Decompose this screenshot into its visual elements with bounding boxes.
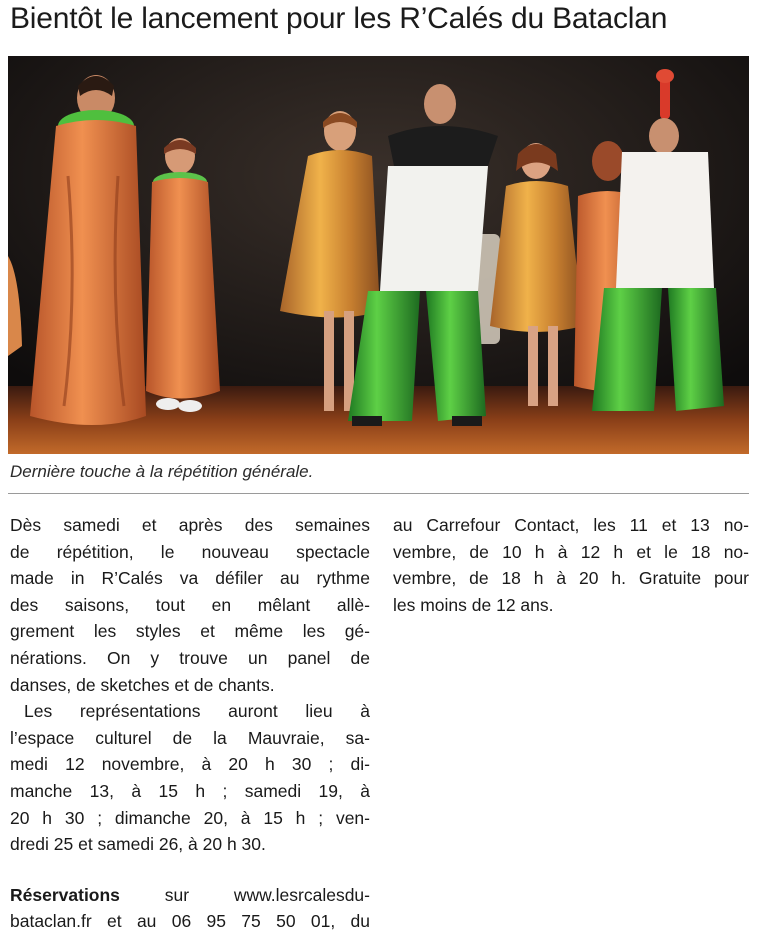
text-line: made in R’Calés va défiler au rythme [10,568,370,589]
paragraph-tickets [393,512,749,618]
text-line: manche 13, à 15 h ; samedi 19, à [10,780,370,801]
text-line: vembre, de 10 h à 12 h et le 18 no- [393,541,749,562]
text-line: Dès samedi et après des semaines [10,515,370,535]
text-line: medi 12 novembre, à 20 h 30 ; di- [10,754,370,775]
reservations-text: sur www.lesrcalesdu- [119,884,370,905]
paragraph-gap [10,858,370,882]
text-line: danses, de sketches et de chants. [10,674,275,695]
article-column-right [393,512,749,618]
text-line: Les représentations auront lieu à [24,701,370,722]
text-line: de répétition, le nouveau spectacle [10,541,370,562]
text-line: nérations. On y trouve un panel de [10,647,370,668]
article-column-left [10,512,370,935]
text-line: vembre, de 18 h à 20 h. Gratuite pour [393,568,749,589]
text-line: au Carrefour Contact, les 11 et 13 no- [393,515,749,535]
text-line: les moins de 12 ans. [393,594,554,615]
text-line: dredi 25 et samedi 26, à 20 h 30. [10,834,266,855]
paragraph-intro [10,512,370,698]
text-line: l’espace culturel de la Mauvraie, sa- [10,727,370,748]
text-line: grement les styles et même les gé- [10,621,370,642]
performance-photo [8,56,749,454]
caption-divider [8,493,749,494]
text-line: des saisons, tout en mêlant allè- [10,594,370,615]
text-line: 20 h 30 ; dimanche 20, à 15 h ; ven- [10,807,370,828]
text-line: bataclan.fr et au 06 95 75 50 01, du [10,911,370,932]
text-line [10,882,370,909]
paragraph-schedule [10,698,370,725]
paragraph-reservations [10,882,370,935]
article-headline: Bientôt le lancement pour les R’Calés du Bataclan [10,2,668,35]
photo-caption: Dernière touche à la répétition générale. [10,462,314,481]
reservations-label: Réservations [10,884,120,905]
paragraph-schedule-cont [10,725,370,858]
stage-illustration [8,56,749,454]
